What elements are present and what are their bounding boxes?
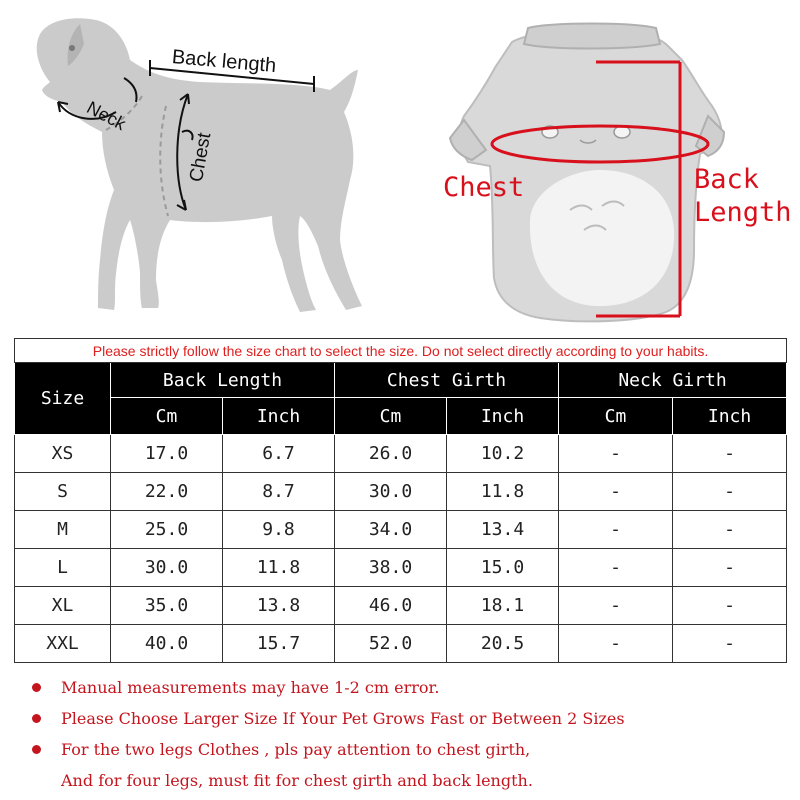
unit-header: Cm	[111, 398, 223, 435]
header-chest-girth: Chest Girth	[335, 363, 559, 398]
bullet-dot-icon	[32, 745, 41, 754]
size-warning: Please strictly follow the size chart to select the size. Do not select directly according to your habits.	[15, 339, 787, 363]
sweater-back-label-line2: Length	[694, 197, 792, 228]
table-cell: 8.7	[223, 473, 335, 511]
neck-label: Neck	[83, 97, 130, 135]
table-cell: 26.0	[335, 435, 447, 473]
size-chart-table	[14, 338, 787, 663]
unit-header: Inch	[223, 398, 335, 435]
size-cell: L	[15, 549, 111, 587]
table-cell: 22.0	[111, 473, 223, 511]
sweater-belly-patch	[530, 170, 674, 306]
bullet-dot-icon	[32, 714, 41, 723]
sweater-collar	[524, 24, 660, 49]
table-cell: 13.4	[447, 511, 559, 549]
table-row	[15, 549, 787, 587]
table-cell: -	[559, 625, 673, 663]
table-row	[15, 511, 787, 549]
sweater-back-label-line1: Back	[694, 164, 760, 195]
table-cell: 6.7	[223, 435, 335, 473]
note-text: Please Choose Larger Size If Your Pet Grows Fast or Between 2 Sizes	[61, 709, 625, 728]
size-cell: XXL	[15, 625, 111, 663]
table-row	[15, 587, 787, 625]
table-cell: 38.0	[335, 549, 447, 587]
table-cell: -	[559, 587, 673, 625]
table-cell: 30.0	[111, 549, 223, 587]
table-cell: 11.8	[223, 549, 335, 587]
notes-list	[30, 672, 790, 796]
unit-header: Inch	[673, 398, 787, 435]
note-item-continuation	[30, 765, 790, 796]
table-cell: -	[673, 511, 787, 549]
sweater-back-length-label	[694, 163, 792, 229]
table-row	[15, 435, 787, 473]
table-cell: 34.0	[335, 511, 447, 549]
size-cell: M	[15, 511, 111, 549]
table-cell: 40.0	[111, 625, 223, 663]
size-cell: XL	[15, 587, 111, 625]
table-cell: -	[559, 549, 673, 587]
table-cell: -	[673, 435, 787, 473]
table-cell: -	[559, 473, 673, 511]
table-cell: -	[673, 587, 787, 625]
sweater-chest-label: Chest	[443, 172, 525, 203]
chest-label: Chest	[186, 131, 216, 184]
note-item	[30, 703, 790, 734]
table-cell: 9.8	[223, 511, 335, 549]
table-cell: 15.7	[223, 625, 335, 663]
size-rows	[15, 435, 787, 663]
unit-header: Cm	[335, 398, 447, 435]
size-cell: XS	[15, 435, 111, 473]
note-text: For the two legs Clothes , pls pay attention to chest girth,	[61, 740, 531, 759]
table-cell: 13.8	[223, 587, 335, 625]
dog-eye	[69, 45, 75, 51]
table-cell: 18.1	[447, 587, 559, 625]
table-cell: 25.0	[111, 511, 223, 549]
illustration-area	[0, 0, 800, 335]
table-cell: 35.0	[111, 587, 223, 625]
table-cell: 11.8	[447, 473, 559, 511]
table-cell: 15.0	[447, 549, 559, 587]
note-item	[30, 672, 790, 703]
table-row	[15, 625, 787, 663]
unit-header: Cm	[559, 398, 673, 435]
table-cell: 52.0	[335, 625, 447, 663]
table-row	[15, 473, 787, 511]
note-item	[30, 734, 790, 765]
table-cell: -	[559, 511, 673, 549]
unit-header: Inch	[447, 398, 559, 435]
size-cell: S	[15, 473, 111, 511]
note-text: Manual measurements may have 1-2 cm error.	[61, 678, 440, 697]
table-cell: 17.0	[111, 435, 223, 473]
back-length-label: Back length	[171, 46, 278, 78]
header-back-length: Back Length	[111, 363, 335, 398]
table-cell: -	[673, 625, 787, 663]
note-text: And for four legs, must fit for chest girth and back length.	[61, 771, 533, 790]
table-cell: 10.2	[447, 435, 559, 473]
header-size: Size	[15, 363, 111, 435]
table-cell: -	[673, 549, 787, 587]
bullet-dot-icon	[32, 683, 41, 692]
header-neck-girth: Neck Girth	[559, 363, 787, 398]
table-cell: 46.0	[335, 587, 447, 625]
table-cell: -	[673, 473, 787, 511]
table-cell: 30.0	[335, 473, 447, 511]
table-cell: -	[559, 435, 673, 473]
table-cell: 20.5	[447, 625, 559, 663]
